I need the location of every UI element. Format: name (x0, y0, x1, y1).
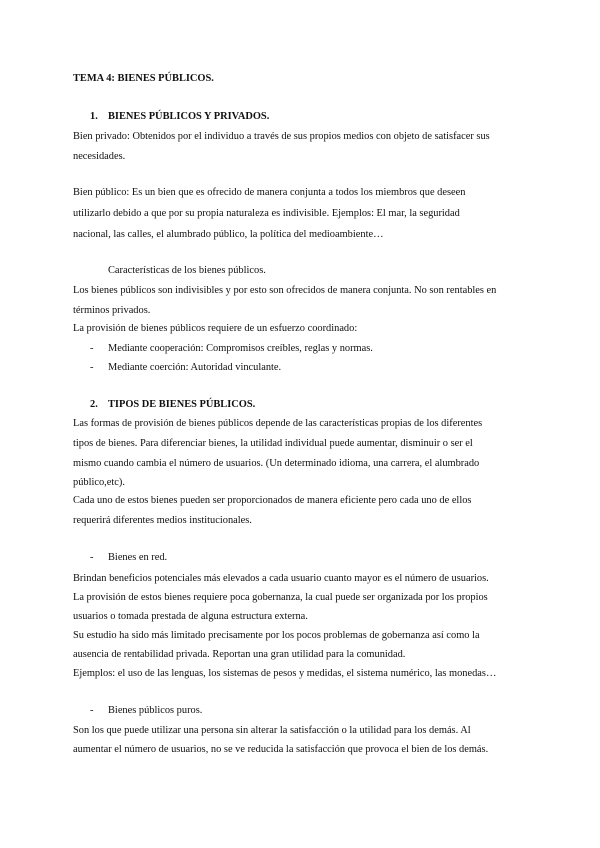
network-goods-line: Su estudio ha sido más limitado precisamente por los pocos problemas de gobernanza así como la (73, 630, 480, 641)
characteristics-subheading: Características de los bienes públicos. (108, 265, 266, 276)
list-item: Mediante coerción: Autoridad vinculante. (108, 362, 282, 373)
document-title: TEMA 4: BIENES PÚBLICOS. (73, 73, 214, 84)
section-2-number: 2. (90, 399, 98, 410)
bullet-dash: - (90, 705, 94, 716)
bullet-dash: - (90, 362, 94, 373)
network-goods-line: ausencia de rentabilidad privada. Reportan una gran utilidad para la comunidad. (73, 649, 406, 660)
paragraph-line: requerirá diferentes medios institucionales. (73, 515, 252, 526)
bullet-dash: - (90, 343, 94, 354)
private-def-line: Bien privado: Obtenidos por el individuo a través de sus propios medios con objeto de satisfacer sus (73, 131, 490, 142)
network-goods-line: usuarios o tomada prestada de alguna estructura externa. (73, 611, 308, 622)
paragraph-line: mismo cuando cambia el número de usuarios. (Un determinado idioma, una carrera, el alumbrado (73, 458, 480, 469)
paragraph-line: público,etc). (73, 477, 125, 488)
network-goods-line: La provisión de estos bienes requiere poca gobernanza, la cual puede ser organizada por los propios (73, 592, 488, 603)
private-def-line: necesidades. (73, 151, 126, 162)
section-1-number: 1. (90, 111, 98, 122)
bullet-dash: - (90, 552, 94, 563)
paragraph-line: Cada uno de estos bienes pueden ser proporcionados de manera eficiente pero cada uno de ellos (73, 495, 472, 506)
characteristics-line: términos privados. (73, 305, 151, 316)
public-def-line: nacional, las calles, el alumbrado público, la política del medioambiente… (73, 229, 384, 240)
public-def-line: utilizarlo debido a que por su propia naturaleza es indivisible. Ejemplos: El mar, la seguridad (73, 208, 460, 219)
section-1-heading: BIENES PÚBLICOS Y PRIVADOS. (108, 111, 270, 122)
paragraph-line: Las formas de provisión de bienes públicos depende de las características propias de los diferentes (73, 418, 483, 429)
pure-goods-label: Bienes públicos puros. (108, 705, 203, 716)
section-2-heading: TIPOS DE BIENES PÚBLICOS. (108, 399, 256, 410)
network-goods-line: Brindan beneficios potenciales más elevados a cada usuario cuanto mayor es el número de usuarios. (73, 573, 489, 584)
network-goods-line: Ejemplos: el uso de las lenguas, los sistemas de pesos y medidas, el sistema numérico, las monedas… (73, 668, 497, 679)
list-item: Mediante cooperación: Compromisos creíbles, reglas y normas. (108, 343, 373, 354)
characteristics-line: Los bienes públicos son indivisibles y por esto son ofrecidos de manera conjunta. No son rentables en (73, 285, 497, 296)
paragraph-line: tipos de bienes. Para diferenciar bienes, la utilidad individual puede aumentar, disminuir o ser el (73, 438, 473, 449)
pure-goods-line: aumentar el número de usuarios, no se ve reducida la satisfacción que provoca el bien de los demás. (73, 744, 489, 755)
network-goods-label: Bienes en red. (108, 552, 168, 563)
provision-intro: La provisión de bienes públicos requiere de un esfuerzo coordinado: (73, 323, 358, 334)
pure-goods-line: Son los que puede utilizar una persona sin alterar la satisfacción o la utilidad para los demás. Al (73, 725, 471, 736)
public-def-line: Bien público: Es un bien que es ofrecido de manera conjunta a todos los miembros que deseen (73, 187, 466, 198)
